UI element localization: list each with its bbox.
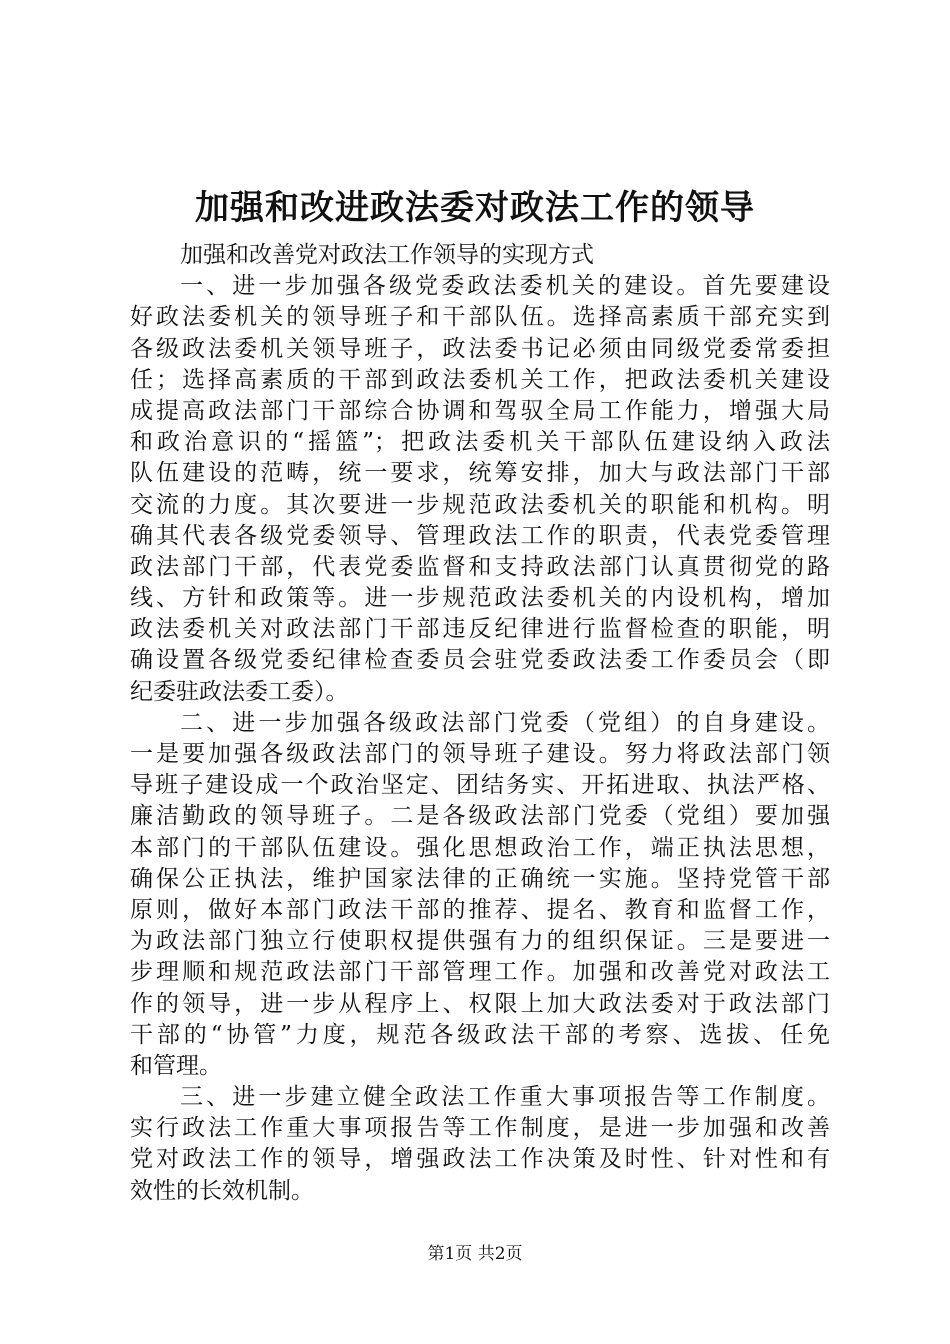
paragraph-line: 政法委机关对政法部门干部违反纪律进行监督检查的职能，明 [130,616,830,643]
paragraph-line: 步理顺和规范政法部门干部管理工作。加强和改善党对政法工 [130,959,830,986]
paragraph-line: 一是要加强各级政法部门的领导班子建设。努力将政法部门领 [130,741,830,767]
paragraph-line: 本部门的干部队伍建设。强化思想政治工作，端正执法思想， [130,834,830,861]
paragraph-line: 原则，做好本部门政法干部的推荐、提名、教育和监督工作， [130,896,830,923]
paragraph-line: 纪委驻政法委工委）。 [130,678,349,705]
paragraph-line: 好政法委机关的领导班子和干部队伍。选择高素质干部充实到 [130,304,830,331]
document-subtitle: 加强和改善党对政法工作领导的实现方式 [180,242,594,268]
paragraph-line: 作的领导，进一步从程序上、权限上加大政法委对于政法部门 [130,990,830,1017]
page-number-footer: 第1页 共2页 [427,1244,523,1264]
paragraph-line: 干部的“协管”力度，规范各级政法干部的考察、选拔、任免 [130,1021,830,1048]
paragraph-line: 确其代表各级党委领导、管理政法工作的职责，代表党委管理 [130,522,830,549]
paragraph-line: 实行政法工作重大事项报告等工作制度，是进一步加强和改善 [130,1115,830,1142]
paragraph-line: 队伍建设的范畴，统一要求，统筹安排，加大与政法部门干部 [130,460,830,487]
paragraph-line: 效性的长效机制。 [130,1177,314,1204]
paragraph-line: 成提高政法部门干部综合协调和驾驭全局工作能力，增强大局 [130,397,830,424]
paragraph-line: 为政法部门独立行使职权提供强有力的组织保证。三是要进一 [130,928,830,955]
paragraph-line: 二、进一步加强各级政法部门党委（党组）的自身建设。 [180,709,830,736]
paragraph-line: 线、方针和政策等。进一步规范政法委机关的内设机构，增加 [130,585,830,612]
paragraph-line: 和政治意识的“摇篮”；把政法委机关干部队伍建设纳入政法 [130,429,830,456]
paragraph-line: 廉洁勤政的领导班子。二是各级政法部门党委（党组）要加强 [130,803,830,830]
paragraph-line: 各级政法委机关领导班子，政法委书记必须由同级党委常委担 [130,335,830,362]
document-body [130,240,830,1207]
paragraph-line: 和管理。 [130,1052,222,1079]
paragraph-line: 导班子建设成一个政治坚定、团结务实、开拓进取、执法严格、 [130,772,830,799]
paragraph-line: 一、进一步加强各级党委政法委机关的建设。首先要建设 [180,273,830,300]
paragraph-line: 确保公正执法，维护国家法律的正确统一实施。坚持党管干部 [130,865,830,892]
paragraph-line: 三、进一步建立健全政法工作重大事项报告等工作制度。 [180,1084,830,1111]
paragraph-line: 任；选择高素质的干部到政法委机关工作，把政法委机关建设 [130,366,830,393]
paragraph-line: 确设置各级党委纪律检查委员会驻党委政法委工作委员会（即 [130,647,830,674]
paragraph-line: 交流的力度。其次要进一步规范政法委机关的职能和机构。明 [130,491,830,518]
page-title: 加强和改进政法委对政法工作的领导 [195,188,755,228]
paragraph-line: 党对政法工作的领导，增强政法工作决策及时性、针对性和有 [130,1146,830,1173]
paragraph-line: 政法部门干部，代表党委监督和支持政法部门认真贯彻党的路 [130,553,830,580]
